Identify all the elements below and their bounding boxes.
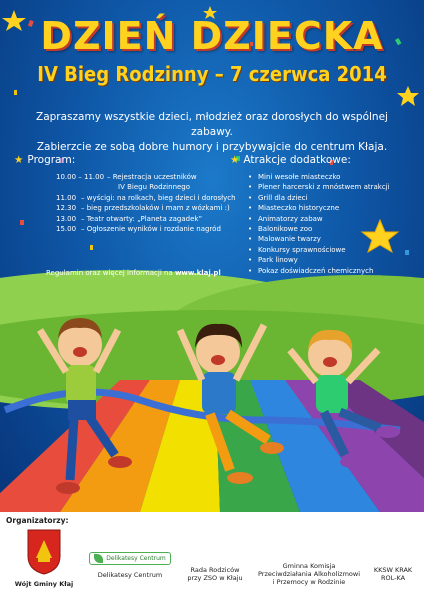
attraction-item: • Animatorzy zabaw (248, 214, 418, 224)
attraction-item: • Mini wesołe miasteczko (248, 172, 418, 182)
org-gminna-komisja: Gminna Komisja Przeciwdziałania Alkoholizmowi i Przemocy w Rodzinie (257, 562, 361, 586)
delikatesy-logo: Delikatesy Centrum (89, 552, 170, 565)
attraction-item: • Plener harcerski z mnóstwem atrakcji (248, 182, 418, 192)
attraction-item: • Balonikowe zoo (248, 224, 418, 234)
program-text: IV Biegu Rodzinnego (118, 183, 191, 192)
attraction-item: • Grill dla dzieci (248, 193, 418, 203)
program-time: 12.30 (56, 204, 77, 213)
attraction-item: • Konkursy sprawnościowe (248, 245, 418, 255)
registration-text: Regulamin oraz więcej informacji na (46, 269, 173, 277)
attraction-item: • Malowanie twarzy (248, 234, 418, 244)
attractions-heading: ★ Atrakcje dodatkowe: (230, 154, 351, 166)
program-time: 15.00 (56, 225, 77, 234)
program-text: – wyścigi: na rolkach, bieg dzieci i dorosłych (81, 193, 236, 202)
program-list (56, 172, 236, 234)
attractions-list (248, 172, 418, 276)
program-item (56, 182, 236, 192)
program-item (56, 193, 236, 203)
star-icon: ★ (230, 154, 240, 166)
program-time: 11.00 (56, 193, 77, 202)
intro-line-2: Zabierzcie ze sobą dobre humory i przybywajcie do centrum Kłaja. (36, 141, 388, 153)
org-wojt-gminy (4, 528, 84, 588)
program-time: 10.00 – 11.00 (56, 173, 105, 181)
program-item (56, 214, 236, 224)
organizers-label: Organizatorzy: (6, 516, 69, 525)
org-rada-rodzicow: Rada Rodziców przy ZSO w Kłaju (187, 566, 243, 582)
leaf-icon (94, 554, 103, 563)
program-text: – bieg przedszkolaków i mam z wózkami :) (81, 204, 230, 213)
intro-line-1: Zapraszamy wszystkie dzieci, młodzież oraz dorosłych do wspólnej zabawy. (36, 111, 388, 138)
program-item (56, 224, 236, 234)
program-text: – Ogłoszenie wyników i rozdanie nagród (81, 225, 221, 234)
star-icon: ★ (14, 154, 24, 166)
program-text: – Rejestracja uczestników (107, 173, 197, 181)
intro-text (14, 110, 410, 155)
org2-name: Delikatesy Centrum (97, 571, 163, 579)
program-text: – Teatr otwarty: „Planeta zagadek” (81, 214, 203, 223)
attraction-item: • Pokaz doświadczeń chemicznych (248, 266, 418, 276)
org1-name: Wójt Gminy Kłaj (14, 580, 74, 588)
website-link[interactable]: www.klaj.pl (174, 269, 221, 277)
poster-subtitle: IV Bieg Rodzinny – 7 czerwca 2014 (37, 62, 387, 86)
coat-of-arms-icon (26, 528, 62, 576)
attraction-item: • Miasteczko historyczne (248, 203, 418, 213)
poster-title: DZIEŃ DZIECKA (40, 14, 384, 58)
program-item (56, 203, 236, 213)
program-item (56, 172, 236, 182)
program-time: 13.00 (56, 214, 77, 223)
org-kksw: KKSW KRAK ROL-KA (373, 566, 413, 582)
attraction-item: • Park linowy (248, 255, 418, 265)
program-heading: ★ Program: (14, 154, 76, 166)
registration-info (46, 269, 236, 277)
org-delikatesy (80, 552, 180, 579)
footer-organizers (0, 512, 424, 600)
